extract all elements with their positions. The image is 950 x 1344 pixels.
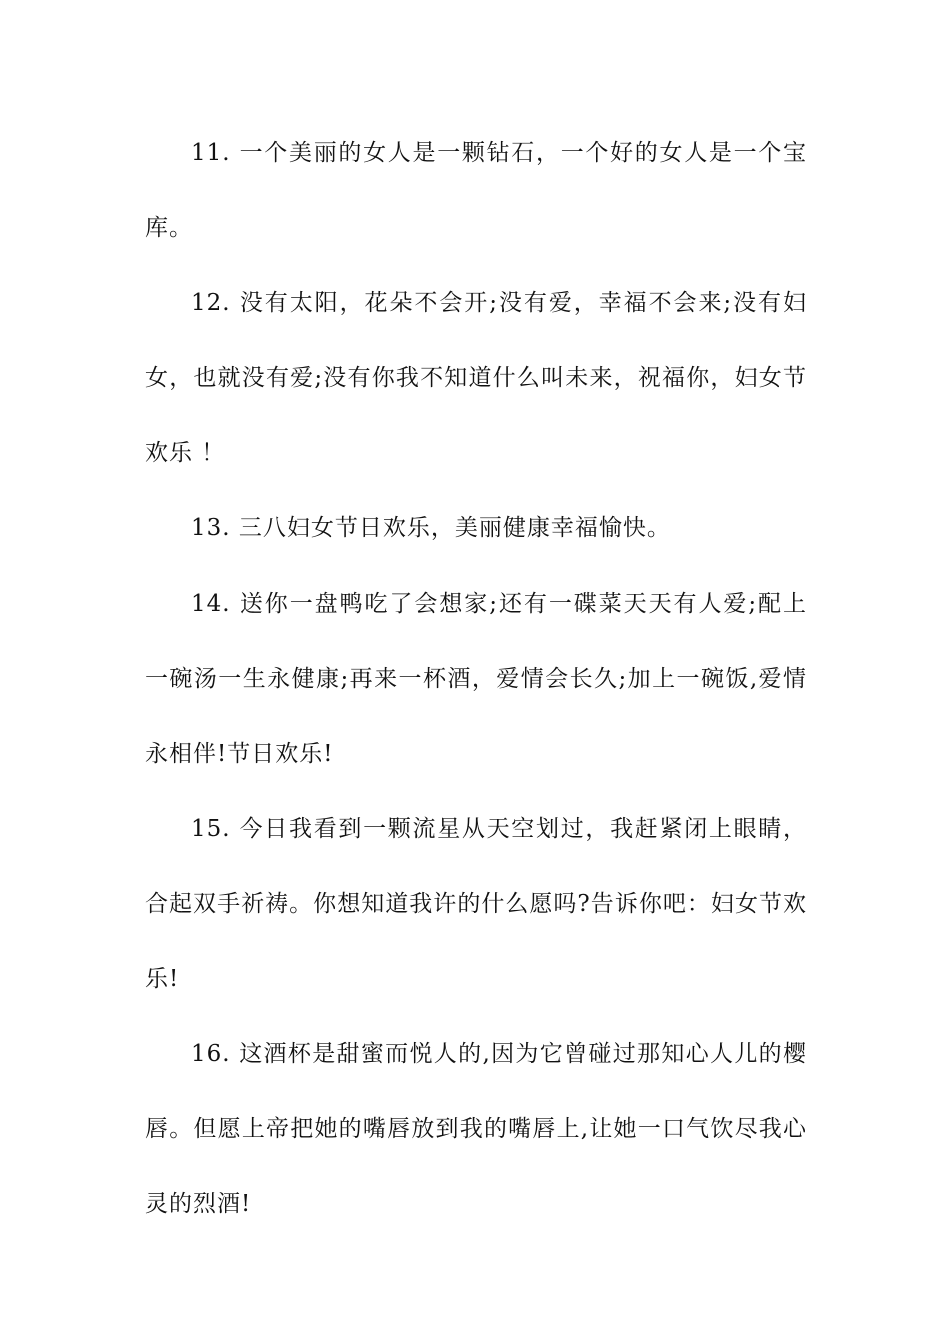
paragraph-13: 13. 三八妇女节日欢乐，美丽健康幸福愉快。 [191, 515, 671, 541]
paragraph-16: 16. 这酒杯是甜蜜而悦人的,因为它曾碰过那知心人儿的樱唇。但愿上帝把她的嘴唇放到我的嘴唇上,让她一口气饮尽我心灵的烈酒! [145, 1041, 807, 1217]
paragraph-15: 15. 今日我看到一颗流星从天空划过，我赶紧闭上眼睛，合起双手祈祷。你想知道我许的什么愿吗?告诉你吧：妇女节欢乐! [145, 816, 807, 992]
paragraph-11: 11. 一个美丽的女人是一颗钻石，一个好的女人是一个宝库。 [145, 140, 807, 241]
paragraph-14: 14. 送你一盘鸭吃了会想家;还有一碟菜天天有人爱;配上一碗汤一生永健康;再来一杯酒，爱情会长久;加上一碗饭,爱情永相伴!节日欢乐! [145, 591, 807, 767]
paragraph-12: 12. 没有太阳，花朵不会开;没有爱，幸福不会来;没有妇女，也就没有爱;没有你我不知道什么叫未来，祝福你，妇女节欢乐 ！ [145, 290, 807, 466]
